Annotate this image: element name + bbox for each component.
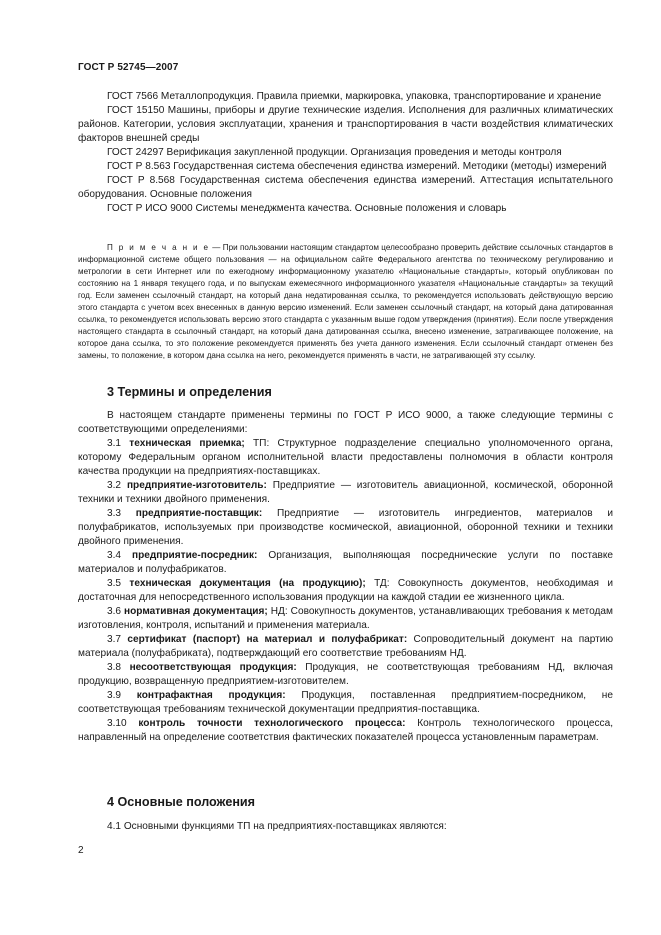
page-number: 2 <box>78 845 84 856</box>
term-definition: ТД: Совокупность документов, необходимая и достаточная для непосредственного использования продукции на каждой стадии ее жизненного цикла. <box>78 578 614 603</box>
term-name: предприятие-поставщик: <box>135 508 263 519</box>
reference-item: ГОСТ Р ИСО 9000 Системы менеджмента качества. Основные положения и словарь <box>107 203 507 214</box>
note-label: П р и м е ч а н и е <box>107 243 210 252</box>
term-definition: НД: Совокупность документов, устанавливающих требования к методам изготовления, контроля, испытаний и применения материала. <box>78 606 613 631</box>
note-block <box>78 242 613 362</box>
note-paragraph <box>78 242 613 362</box>
term-name: предприятие-посредник: <box>132 550 258 561</box>
document-header: ГОСТ Р 52745—2007 <box>78 62 179 73</box>
reference-item: ГОСТ Р 8.563 Государственная система обеспечения единства измерений. Методики (методы) измерений <box>107 161 607 172</box>
term-entry: 3.9 контрафактная продукция: Продукция, поставленная предприятием-посредником, не соответствующая требованиям технической документации предприятия-поставщика. <box>78 690 613 715</box>
normative-references <box>78 90 613 216</box>
term-definition: Контроль технологического процесса, направленный на определение соответствия фактических показателей процесса установленным параметрам. <box>78 718 614 743</box>
section-3-heading: 3 Термины и определения <box>107 385 272 399</box>
term-name: предприятие-изготовитель: <box>126 480 267 491</box>
term-entry: 3.2 предприятие-изготовитель: Предприятие — изготовитель авиационной, космической, оборонной техники и техники двойного применения. <box>78 480 613 505</box>
term-name: контрафактная продукция: <box>136 690 286 701</box>
section-3-body <box>78 409 613 745</box>
term-definition: ТП: Структурное подразделение специально уполномоченного органа, которому Федеральным органом исполнительной власти предоставлены полномочия в области контроля качества продукции на предприятиях-поставщиках. <box>78 438 613 477</box>
term-definition: Организация, выполняющая посреднические услуги по поставке материалов и полуфабрикатов. <box>78 550 613 575</box>
term-name: нормативная документация; <box>124 606 268 617</box>
term-entry: 3.7 сертификат (паспорт) на материал и полуфабрикат: Сопроводительный документ на партию материала (полуфабриката), подтверждающий его соответствие требованиям НД. <box>78 634 614 659</box>
term-definition: Сопроводительный документ на партию материала (полуфабриката), подтверждающий его соответствие требованиям НД. <box>78 634 614 659</box>
term-definition: Предприятие — изготовитель авиационной, космической, оборонной техники и техники двойного применения. <box>78 480 613 505</box>
term-name: сертификат (паспорт) на материал и полуфабрикат: <box>127 634 408 645</box>
term-name: контроль точности технологического процесса: <box>138 718 406 729</box>
term-name: техническая приемка; <box>129 438 245 449</box>
term-definition: Продукция, поставленная предприятием-посредником, не соответствующая требованиям технической документации предприятия-поставщика. <box>78 690 613 715</box>
term-name: несоответствующая продукция: <box>129 662 297 673</box>
section-4-body <box>78 820 613 834</box>
term-entry: 3.10 контроль точности технологического процесса: Контроль технологического процесса, направленный на определение соответствия фактических показателей процесса установленным параметрам. <box>78 718 614 743</box>
section-4-heading: 4 Основные положения <box>107 795 256 809</box>
term-entry: 3.3 предприятие-поставщик: Предприятие — изготовитель ингредиентов, материалов и полуфабрикатов, используемых при производстве космической, авиационной, оборонной техники и техники двойного применения. <box>78 508 613 547</box>
term-entry: 3.4 предприятие-посредник: Организация, выполняющая посреднические услуги по поставке материалов и полуфабрикатов. <box>78 550 613 575</box>
reference-item: ГОСТ 24297 Верификация закупленной продукции. Организация проведения и методы контроля <box>107 147 562 158</box>
term-definition: Продукция, не соответствующая требованиям НД, включая продукцию, возвращенную предприятием-изготовителем. <box>78 662 613 687</box>
term-entry: 3.1 техническая приемка; ТП: Структурное подразделение специально уполномоченного органа, которому Федеральным органом исполнительной власти предоставлены полномочия в области контроля качества продукции на предприятиях-поставщиках. <box>78 438 613 477</box>
section-4-paragraph: 4.1 Основными функциями ТП на предприятиях-поставщиках являются: <box>107 821 447 832</box>
term-entry: 3.5 техническая документация (на продукцию); ТД: Совокупность документов, необходимая и достаточная для непосредственного использования продукции на каждой стадии ее жизненного цикла. <box>78 578 614 603</box>
term-entry: 3.8 несоответствующая продукция: Продукция, не соответствующая требованиям НД, включая продукцию, возвращенную предприятием-изготовителем. <box>78 662 613 687</box>
term-name: техническая документация (на продукцию); <box>129 578 366 589</box>
reference-item: ГОСТ 15150 Машины, приборы и другие технические изделия. Исполнения для различных климатических районов. Категории, условия эксплуатации, хранения и транспортирования в части воздействия климатических факторов внешней среды <box>78 105 613 144</box>
section-3-intro: В настоящем стандарте применены термины по ГОСТ Р ИСО 9000, а также следующие термины с соответствующими определениями: <box>78 410 613 435</box>
term-definition: Предприятие — изготовитель ингредиентов, материалов и полуфабрикатов, используемых при производстве космической, авиационной, оборонной техники и техники двойного применения. <box>78 508 613 547</box>
term-entry: 3.6 нормативная документация; НД: Совокупность документов, устанавливающих требования к методам изготовления, контроля, испытаний и применения материала. <box>78 606 613 631</box>
note-text: — При пользовании настоящим стандартом целесообразно проверить действие ссылочных стандартов в информационной системе общего пользования — на официальном сайте Федерального агентства по техническому регулированию и метрологии в сети Интернет или по ежегодному информационному указателю «Национальные стандарты», который опубликован по состоянию на 1 января текущего года, и по выпускам ежемесячного информационного указателя «Национальные стандарты» за текущий год. Если заменен ссылочный стандарт, на который дана недатированная ссылка, то рекомендуется использовать действующую версию этого стандарта с учетом всех внесенных в данную версию изменений. Если заменен ссылочный стандарт, на который дана датированная ссылка, то рекомендуется использовать версию этого стандарта с указанным выше годом утверждения (принятия). Если после утверждения настоящего стандарта в ссылочный стандарт, на который дана датированная ссылка, внесено изменение, затрагивающее положение, на которое дана ссылка, то это положение рекомендуется применять без учета данного изменения. Если ссылочный стандарт отменен без замены, то положение, в котором дана ссылка на него, рекомендуется применять в части, не затрагивающей эту ссылку. <box>78 243 613 360</box>
reference-item: ГОСТ 7566 Металлопродукция. Правила приемки, маркировка, упаковка, транспортирование и хранение <box>107 91 602 102</box>
reference-item: ГОСТ Р 8.568 Государственная система обеспечения единства измерений. Аттестация испытательного оборудования. Основные положения <box>78 175 613 200</box>
